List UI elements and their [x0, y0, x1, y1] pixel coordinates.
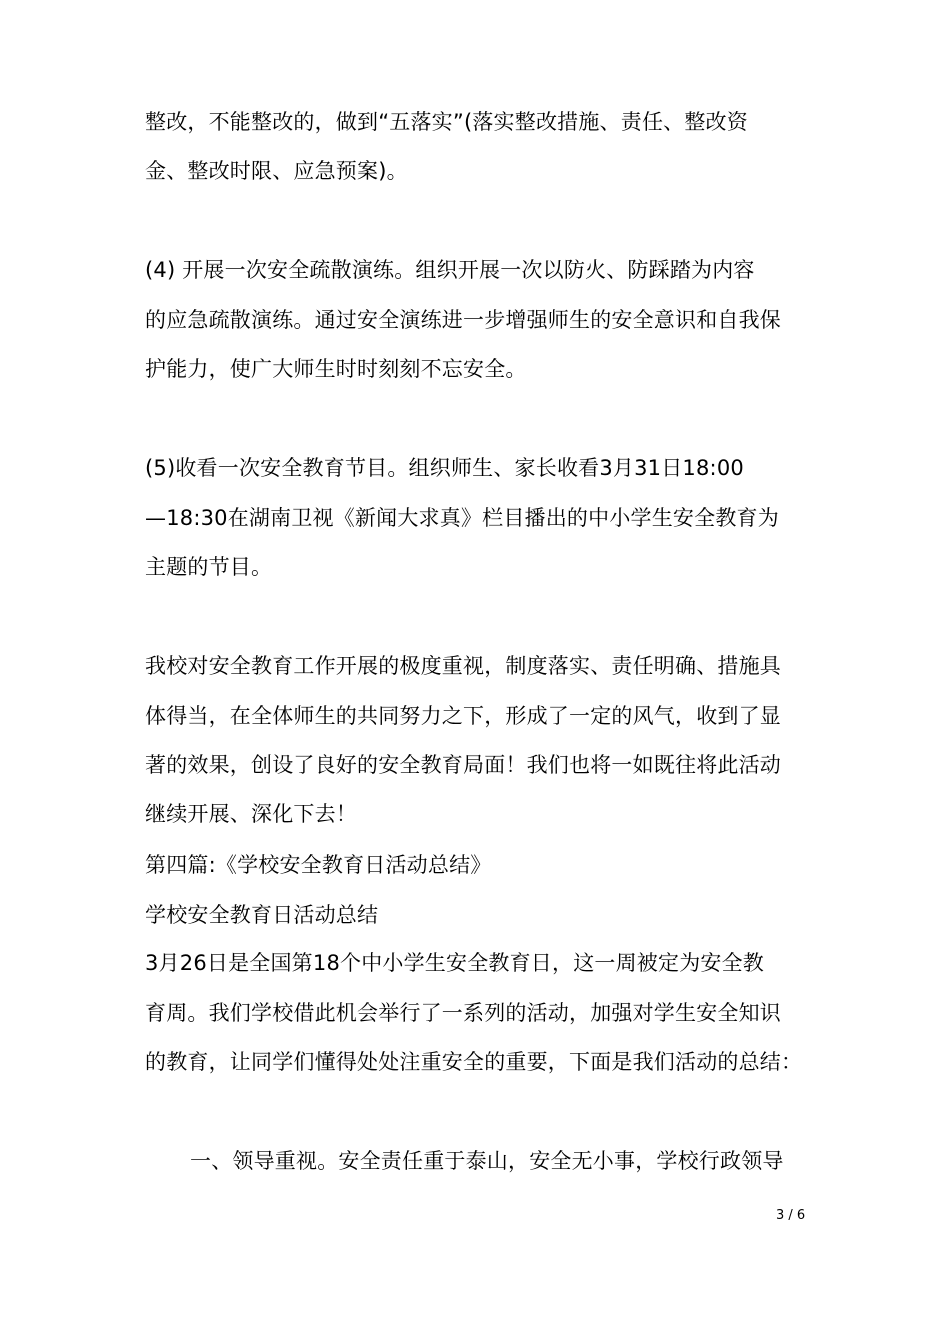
text-line: 3月26日是全国第18个中小学生安全教育日，这一周被定为安全教 — [145, 951, 765, 975]
text-line: 育周。我们学校借此机会举行了一系列的活动，加强对学生安全知识 — [145, 1001, 781, 1025]
section-title: 学校安全教育日活动总结 — [145, 903, 379, 927]
text-line: (4) 开展一次安全疏散演练。组织开展一次以防火、防踩踏为内容 — [145, 258, 755, 282]
text-line: 一、领导重视。安全责任重于泰山，安全无小事，学校行政领导 — [190, 1149, 784, 1173]
text-line: (5)收看一次安全教育节目。组织师生、家长收看3月31日18:00 — [145, 456, 744, 480]
page-number: 3 / 6 — [776, 1208, 806, 1223]
text-line: 的教育，让同学们懂得处处注重安全的重要，下面是我们活动的总结： — [145, 1050, 803, 1074]
text-line: —18:30在湖南卫视《新闻大求真》栏目播出的中小学生安全教育为 — [145, 506, 779, 530]
text-line: 体得当，在全体师生的共同努力之下，形成了一定的风气，收到了显 — [145, 704, 781, 728]
text-line: 著的效果，创设了良好的安全教育局面！我们也将一如既往将此活动 — [145, 753, 781, 777]
text-line: 整改，不能整改的，做到“五落实”(落实整改措施、责任、整改资 — [145, 110, 748, 134]
text-line: 护能力，使广大师生时时刻刻不忘安全。 — [145, 357, 527, 381]
text-line: 继续开展、深化下去！ — [145, 802, 357, 826]
text-line: 的应急疏散演练。通过安全演练进一步增强师生的安全意识和自我保 — [145, 308, 781, 332]
text-line: 主题的节目。 — [145, 555, 273, 579]
section-heading: 第四篇:《学校安全教育日活动总结》 — [145, 853, 492, 877]
text-line: 我校对安全教育工作开展的极度重视，制度落实、责任明确、措施具 — [145, 654, 781, 678]
text-line: 金、整改时限、应急预案)。 — [145, 159, 408, 183]
